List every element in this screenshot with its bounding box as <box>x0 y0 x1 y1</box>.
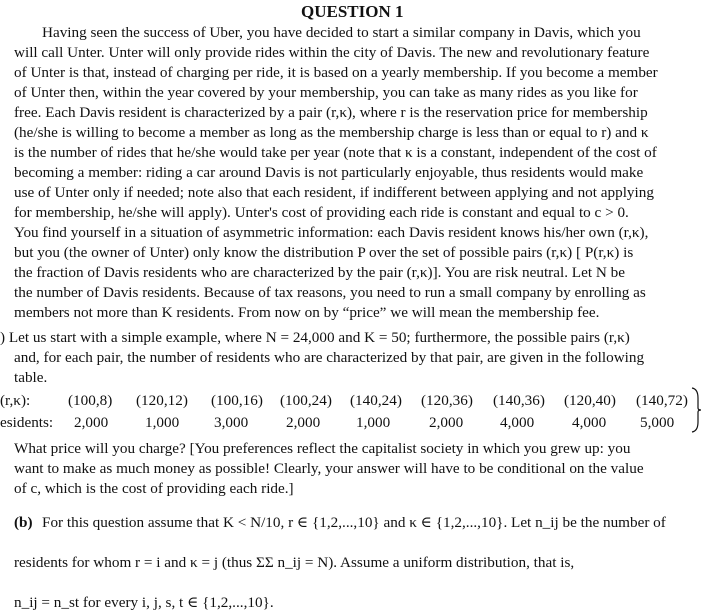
table-cell: (100,24) <box>280 392 332 409</box>
intro-line: use of Unter only if needed; note also that each resident, if indifferent between applying and not applying <box>14 184 654 201</box>
table-cell: 2,000 <box>74 414 109 431</box>
part-a-line: table. <box>14 369 48 386</box>
table-cell: 2,000 <box>286 414 321 431</box>
table-cell: 1,000 <box>145 414 180 431</box>
part-a-line: ) Let us start with a simple example, where N = 24,000 and K = 50; furthermore, the possible pairs (r,κ) <box>0 329 630 346</box>
table-cell: 4,000 <box>500 414 535 431</box>
table-cell: (140,24) <box>350 392 402 409</box>
question-line: want to make as much money as possible! Clearly, your answer will have to be conditional on the value <box>14 460 644 477</box>
table-cell: (120,40) <box>564 392 616 409</box>
part-a-line: and, for each pair, the number of residents who are characterized by that pair, are given in the following <box>14 349 645 366</box>
table-cell: 2,000 <box>429 414 464 431</box>
table-cell: 4,000 <box>572 414 607 431</box>
table-cell: (120,12) <box>136 392 188 409</box>
intro-line: of Unter is that, instead of charging per ride, it is based on a yearly membership. If you become a member <box>14 64 658 81</box>
question-line: of c, which is the cost of providing each ride.] <box>14 480 294 497</box>
intro-line: members not more than K residents. From now on by “price” we will mean the membership fee. <box>14 304 600 321</box>
intro-line: (he/she is willing to become a member as long as the membership charge is less than or equal to r) and κ <box>14 124 649 141</box>
intro-line: is the number of rides that he/she would take per year (note that κ is a constant, independent of the cost of <box>14 144 657 161</box>
part-b-line: residents for whom r = i and κ = j (thus ΣΣ n_ij = N). Assume a uniform distribution, that is, <box>14 554 575 571</box>
table-cell: 5,000 <box>640 414 675 431</box>
part-b-line: For this question assume that K < N/10, r ∈ {1,2,...,10} and κ ∈ {1,2,...,10}. Let n_ij be the number of <box>42 514 666 531</box>
intro-line: for membership, he/she will apply). Unter's cost of providing each ride is constant and equal to c > 0. <box>14 204 629 221</box>
intro-line: the fraction of Davis residents who are characterized by the pair (r,κ)]. You are risk neutral. Let N be <box>14 264 625 281</box>
intro-line: but you (the owner of Unter) only know the distribution P over the set of possible pairs (r,κ) [ P(r,κ) is <box>14 244 634 261</box>
question-line: What price will you charge? [You preferences reflect the capitalist society in which you grew up: you <box>14 440 631 457</box>
table-row-label: esidents: <box>0 414 54 431</box>
intro-line: will call Unter. Unter will only provide rides within the city of Davis. The new and revolutionary feature <box>14 44 650 61</box>
part-b-line: n_ij = n_st for every i, j, s, t ∈ {1,2,...,10}. <box>14 594 274 611</box>
intro-line: free. Each Davis resident is characterized by a pair (r,κ), where r is the reservation price for membership <box>14 104 648 121</box>
page-title: QUESTION 1 <box>301 2 404 21</box>
table-bracket <box>690 386 704 434</box>
table-cell: 3,000 <box>214 414 249 431</box>
table-cell: (140,36) <box>493 392 545 409</box>
intro-line: the number of Davis residents. Because of tax reasons, you need to run a small company by enrolling as <box>14 284 646 301</box>
table-cell: (140,72) <box>636 392 688 409</box>
intro-line: You find yourself in a situation of asymmetric information: each Davis resident knows his/her own (r,κ), <box>14 224 649 241</box>
part-b-label: (b) <box>14 514 33 531</box>
table-cell: 1,000 <box>356 414 391 431</box>
intro-line: Having seen the success of Uber, you have decided to start a similar company in Davis, which you <box>42 24 641 41</box>
table-cell: (100,8) <box>68 392 113 409</box>
table-cell: (100,16) <box>211 392 263 409</box>
intro-line: becoming a member: riding a car around Davis is not particularly enjoyable, thus residents would make <box>14 164 644 181</box>
table-cell: (120,36) <box>421 392 473 409</box>
table-row-label: (r,κ): <box>0 392 31 409</box>
intro-line: of Unter then, within the year covered by your membership, you can take as many rides as you like for <box>14 84 638 101</box>
